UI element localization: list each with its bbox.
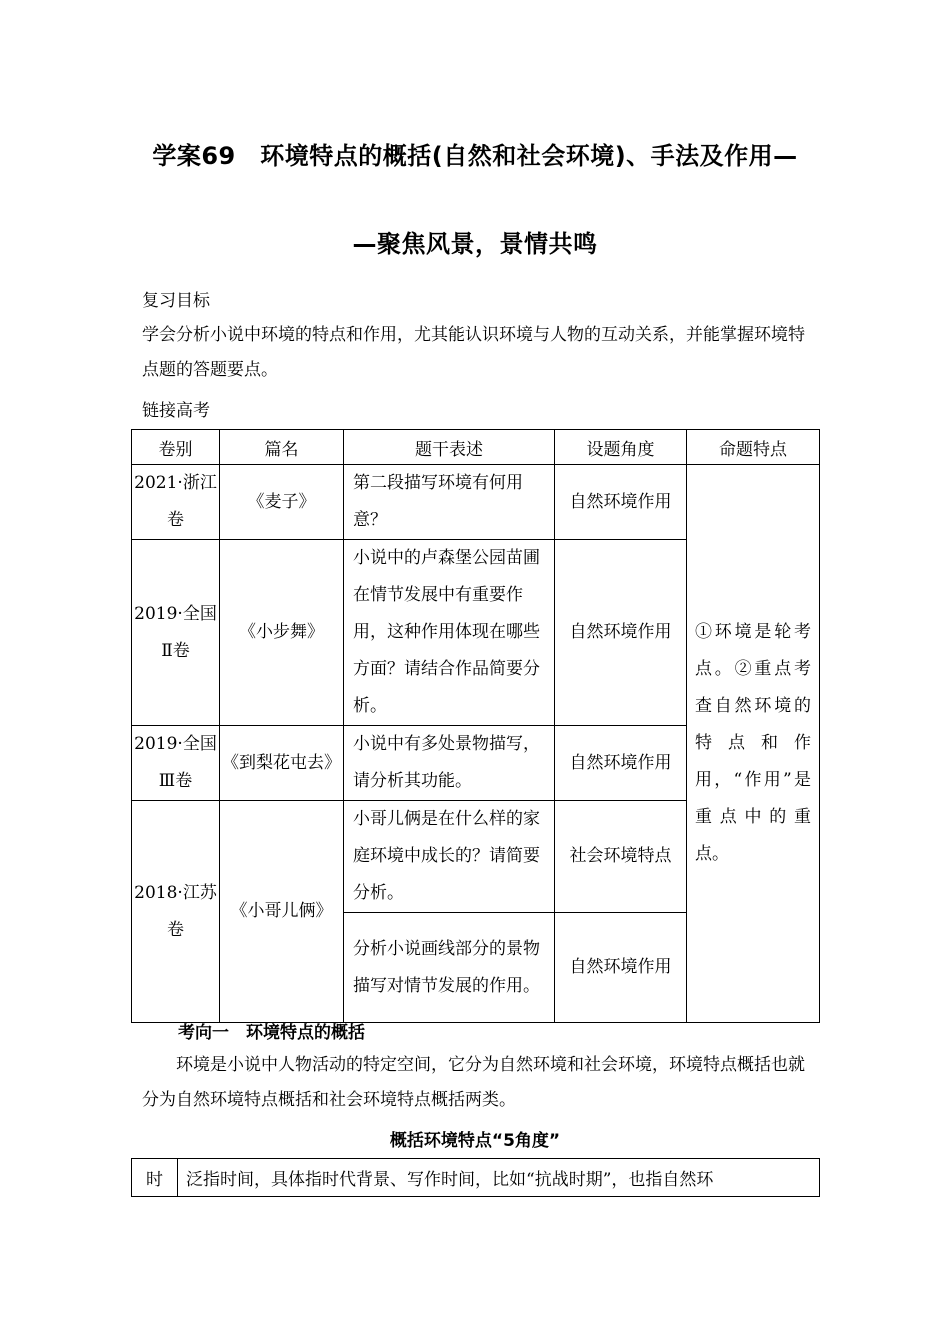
header-cell: 题干表述 <box>344 430 555 465</box>
table-header-row <box>132 430 820 465</box>
title-cell: 《到梨花屯去》 <box>220 726 344 801</box>
paper-cell: 2021·浙江卷 <box>132 465 220 540</box>
section-subheading: 概括环境特点“5角度” <box>389 1131 561 1151</box>
header-cell: 设题角度 <box>555 430 687 465</box>
angle-text-cell: 泛指时间，具体指时代背景、写作时间，比如“抗战时期”，也指自然环 <box>178 1159 820 1197</box>
paper-cell: 2019·全国Ⅲ卷 <box>132 726 220 801</box>
paper-cell: 2018·江苏卷 <box>132 801 220 1023</box>
angle-cell: 自然环境作用 <box>555 465 687 540</box>
question-cell: 小哥儿俩是在什么样的家庭环境中成长的？请简要分析。 <box>344 801 555 913</box>
header-cell: 卷别 <box>132 430 220 465</box>
paper-cell: 2019·全国Ⅱ卷 <box>132 540 220 726</box>
angle-label-cell: 时 <box>132 1159 178 1197</box>
header-cell: 篇名 <box>220 430 344 465</box>
section-text: 环境是小说中人物活动的特定空间，它分为自然环境和社会环境，环境特点概括也就分为自然环境特点概括和社会环境特点概括两类。 <box>142 1055 805 1110</box>
exam-table <box>131 429 820 1023</box>
page-title-line1: 学案69 环境特点的概括(自然和社会环境)、手法及作用— <box>152 142 798 170</box>
question-cell: 分析小说画线部分的景物描写对情节发展的作用。 <box>344 913 555 1023</box>
question-cell: 小说中的卢森堡公园苗圃在情节发展中有重要作用，这种作用体现在哪些方面？请结合作品简要分析。 <box>344 540 555 726</box>
angle-cell: 社会环境特点 <box>555 801 687 913</box>
angle-cell: 自然环境作用 <box>555 726 687 801</box>
angle-cell: 自然环境作用 <box>555 913 687 1023</box>
angle-cell: 自然环境作用 <box>555 540 687 726</box>
review-heading: 复习目标 <box>142 291 210 311</box>
table-row <box>132 1159 820 1197</box>
table-row <box>132 465 820 540</box>
section-heading: 考向一 环境特点的概括 <box>178 1023 365 1043</box>
question-cell: 第二段描写环境有何用意？ <box>344 465 555 540</box>
title-cell: 《小哥儿俩》 <box>220 801 344 1023</box>
feature-cell: ①环境是轮考点。②重点考查自然环境的特点和作用，“作用”是重点中的重点。 <box>687 465 820 1023</box>
angle-table <box>131 1158 820 1197</box>
question-cell: 小说中有多处景物描写，请分析其功能。 <box>344 726 555 801</box>
page-title-line2: —聚焦风景，景情共鸣 <box>352 230 598 258</box>
review-text: 学会分析小说中环境的特点和作用，尤其能认识环境与人物的互动关系，并能掌握环境特点题的答题要点。 <box>142 325 805 380</box>
header-cell: 命题特点 <box>687 430 820 465</box>
title-cell: 《小步舞》 <box>220 540 344 726</box>
title-cell: 《麦子》 <box>220 465 344 540</box>
link-heading: 链接高考 <box>142 401 210 421</box>
